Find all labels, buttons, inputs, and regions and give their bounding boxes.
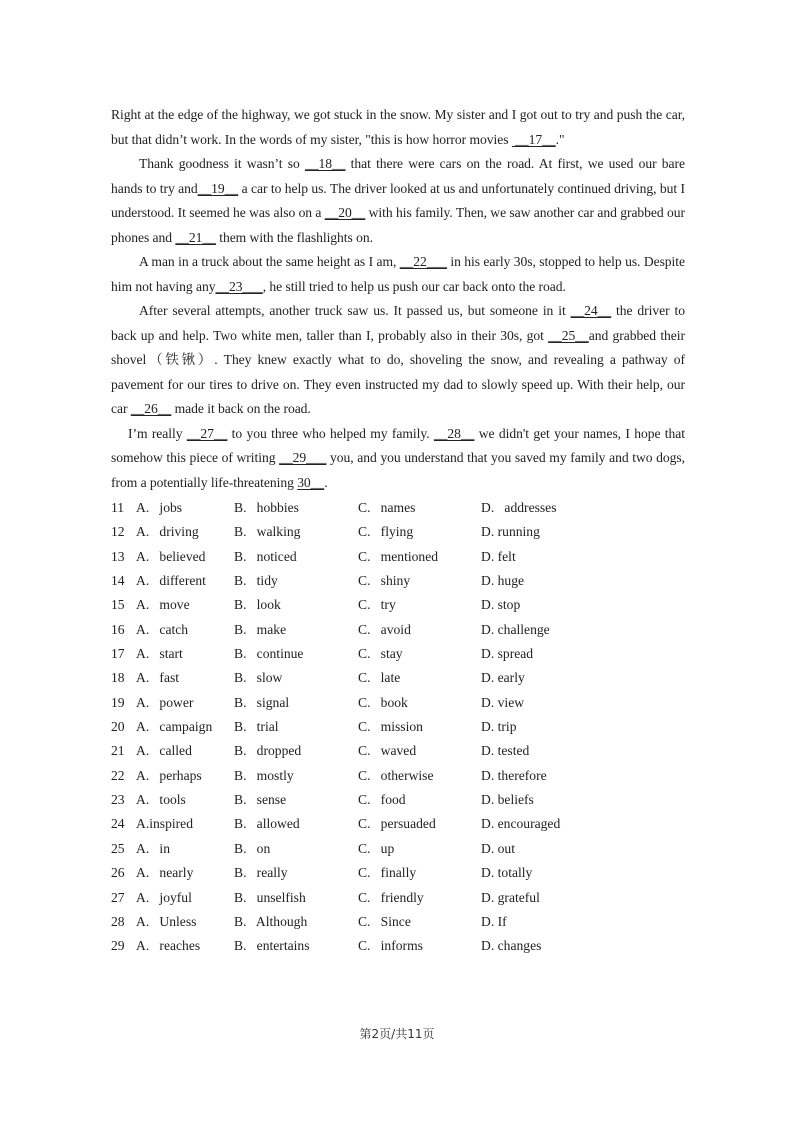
blank-number: __20__ — [324, 205, 366, 220]
blank-number: __28__ — [433, 425, 475, 441]
option-b: B. walking — [234, 524, 301, 540]
passage-text: made it back on the road. — [171, 401, 311, 416]
option-b: B. dropped — [234, 743, 302, 759]
option-a: A. start — [136, 646, 183, 662]
blank-number: __21__ — [175, 229, 216, 245]
blank-number: __29___ — [279, 450, 327, 465]
option-b: B. tidy — [234, 573, 278, 589]
passage-text: . — [324, 474, 328, 490]
passage-paragraph — [111, 299, 685, 422]
passage-paragraph — [111, 250, 685, 299]
passage-paragraph — [111, 103, 685, 152]
question-row — [111, 545, 685, 569]
question-row — [111, 691, 685, 715]
option-d: D. huge — [481, 573, 525, 589]
passage-text: and grabbed their shovel（铁锹）. They knew exactly what to do, shoveling the snow, and revealing a pathway of pavement for our tires to drive on. They even instructed my dad to slowly speed up. With their help, our car — [111, 327, 685, 416]
passage-text: I’m really — [128, 425, 187, 441]
blank-number: __23___ — [215, 278, 263, 294]
passage-text: After several attempts, another truck saw us. It passed us, but someone in it — [139, 303, 571, 318]
option-a: A. tools — [136, 792, 186, 808]
option-b: B. on — [234, 840, 271, 856]
question-number: 27 — [111, 889, 125, 905]
question-number: 11 — [111, 500, 125, 515]
option-c: C. stay — [358, 646, 403, 662]
question-number: 19 — [111, 694, 125, 710]
question-number: 15 — [111, 597, 125, 613]
option-d: D. spread — [481, 646, 534, 662]
question-number: 25 — [111, 840, 125, 856]
question-row — [111, 812, 685, 836]
option-d: D. changes — [481, 938, 542, 954]
question-row — [111, 886, 685, 910]
option-a: A. catch — [136, 621, 189, 637]
blank-number: __18__ — [304, 156, 346, 171]
passage-text: , he still tried to help us push our car back onto the road. — [262, 278, 566, 294]
option-c: C. otherwise — [358, 767, 434, 783]
passage-text: Thank goodness it wasn’t so — [139, 156, 305, 171]
question-number: 13 — [111, 548, 125, 564]
option-b: B. Although — [234, 913, 308, 929]
option-d: D. totally — [481, 865, 533, 881]
passage-text: A man in a truck about the same height as I am, — [139, 254, 400, 269]
option-c: C. book — [358, 694, 408, 710]
option-d: D. encouraged — [481, 816, 561, 832]
option-a: A. reaches — [136, 938, 201, 954]
question-number: 17 — [111, 646, 125, 662]
option-b: B. signal — [234, 694, 290, 710]
option-b: B. really — [234, 865, 288, 881]
option-b: B. slow — [234, 670, 283, 686]
question-row — [111, 910, 685, 934]
option-a: A. called — [136, 743, 192, 759]
option-d: D. out — [481, 840, 515, 856]
passage-text: the driver to back up and help. Two white men, taller than I, probably also in their 30s, got — [111, 303, 685, 343]
option-a: A. fast — [136, 670, 180, 686]
option-a: A. driving — [136, 524, 199, 540]
page-footer: 第2页/共11页 — [359, 1027, 435, 1041]
option-a: A. different — [136, 573, 206, 589]
option-c: C. friendly — [358, 889, 424, 905]
question-row — [111, 764, 685, 788]
option-c: C. try — [358, 597, 396, 613]
option-a: A. jobs — [136, 500, 183, 515]
option-a: A. Unless — [136, 913, 197, 929]
option-b: B. continue — [234, 646, 304, 662]
option-c: C. names — [358, 500, 416, 515]
question-row — [111, 569, 685, 593]
question-number: 23 — [111, 792, 125, 808]
blank-number: __27__ — [186, 425, 228, 441]
option-a: A. joyful — [136, 889, 192, 905]
option-c: C. informs — [358, 938, 423, 954]
option-d: D. grateful — [481, 889, 540, 905]
question-number: 14 — [111, 573, 125, 589]
passage-text: we didn't get your names, I hope that somehow this piece of writing — [111, 425, 685, 465]
blank-number: __19__ — [197, 180, 239, 196]
option-c: C. mentioned — [358, 548, 439, 564]
question-number: 26 — [111, 865, 125, 881]
question-number: 20 — [111, 719, 125, 735]
option-d: D. If — [481, 913, 507, 929]
question-row — [111, 934, 685, 958]
passage-text: a car to help us. The driver looked at us and unfortunately continued driving, but I understood. It seemed he was also on a — [111, 180, 685, 220]
option-b: B. allowed — [234, 816, 300, 832]
question-row — [111, 666, 685, 690]
option-d: D. view — [481, 694, 525, 710]
question-row — [111, 788, 685, 812]
option-c: C. persuaded — [358, 816, 436, 832]
option-c: C. waved — [358, 743, 417, 759]
question-number: 16 — [111, 621, 125, 637]
option-c: C. shiny — [358, 573, 411, 589]
options-table — [111, 496, 685, 959]
option-d: D. early — [481, 670, 525, 686]
question-row — [111, 496, 685, 520]
question-number: 18 — [111, 670, 125, 686]
passage-text: in his early 30s, stopped to help us. Despite him not having any — [111, 254, 685, 294]
question-row — [111, 861, 685, 885]
option-b: B. hobbies — [234, 500, 299, 515]
option-c: C. food — [358, 792, 406, 808]
option-d: D. felt — [481, 548, 516, 564]
passage-text: to you three who helped my family. — [227, 425, 434, 441]
blank-number: __24__ — [570, 303, 612, 318]
option-d: D. beliefs — [481, 792, 534, 808]
option-d: D. stop — [481, 597, 521, 613]
question-number: 12 — [111, 524, 125, 540]
question-row — [111, 837, 685, 861]
option-a: A. power — [136, 694, 194, 710]
option-c: C. avoid — [358, 621, 411, 637]
option-b: B. look — [234, 597, 281, 613]
passage-text: ." — [555, 131, 565, 147]
option-c: C. Since — [358, 913, 411, 929]
option-b: B. entertains — [234, 938, 310, 954]
blank-number: __22___ — [399, 254, 447, 269]
option-a: A. in — [136, 840, 170, 856]
option-c: C. flying — [358, 524, 414, 540]
option-b: B. trial — [234, 719, 279, 735]
passage — [111, 103, 685, 495]
option-a: A.inspired — [136, 816, 194, 832]
passage-text: Right at the edge of the highway, we got stuck in the snow. My sister and I got out to try and push the car, but that didn’t work. In the words of my sister, "this is how horror movies — [111, 107, 685, 147]
blank-number: __25__ — [548, 327, 589, 343]
option-d: D. trip — [481, 719, 517, 735]
option-c: C. finally — [358, 865, 417, 881]
option-a: A. believed — [136, 548, 206, 564]
passage-text: them with the flashlights on. — [215, 229, 373, 245]
option-c: C. late — [358, 670, 401, 686]
question-row — [111, 593, 685, 617]
question-number: 28 — [111, 913, 125, 929]
option-d: D. challenge — [481, 621, 550, 637]
question-row — [111, 739, 685, 763]
option-b: B. unselfish — [234, 889, 306, 905]
option-b: B. mostly — [234, 767, 294, 783]
blank-number: 30__ — [297, 474, 325, 490]
question-number: 22 — [111, 767, 125, 783]
question-number: 24 — [111, 816, 125, 832]
option-a: A. nearly — [136, 865, 194, 881]
option-a: A. perhaps — [136, 767, 202, 783]
question-row — [111, 715, 685, 739]
option-d: D. therefore — [481, 767, 547, 783]
passage-text: with his family. Then, we saw another car and grabbed our phones and — [111, 205, 685, 245]
option-d: D. running — [481, 524, 540, 540]
question-row — [111, 642, 685, 666]
question-row — [111, 618, 685, 642]
blank-number: __17__ — [511, 131, 556, 147]
passage-paragraph — [111, 152, 685, 250]
option-b: B. sense — [234, 792, 287, 808]
option-c: C. mission — [358, 719, 423, 735]
passage-paragraph — [111, 422, 685, 496]
option-b: B. make — [234, 621, 287, 637]
question-number: 21 — [111, 743, 125, 759]
option-a: A. campaign — [136, 719, 213, 735]
passage-text: that there were cars on the road. At first, we used our bare hands to try and — [111, 156, 685, 196]
question-number: 29 — [111, 938, 125, 954]
option-d: D. tested — [481, 743, 530, 759]
option-d: D. addresses — [481, 500, 557, 515]
option-a: A. move — [136, 597, 190, 613]
option-b: B. noticed — [234, 548, 297, 564]
blank-number: __26__ — [130, 401, 172, 416]
passage-text: you, and you understand that you saved my family and two dogs, from a potentially life-threatening — [111, 450, 685, 490]
question-row — [111, 520, 685, 544]
option-c: C. up — [358, 840, 395, 856]
